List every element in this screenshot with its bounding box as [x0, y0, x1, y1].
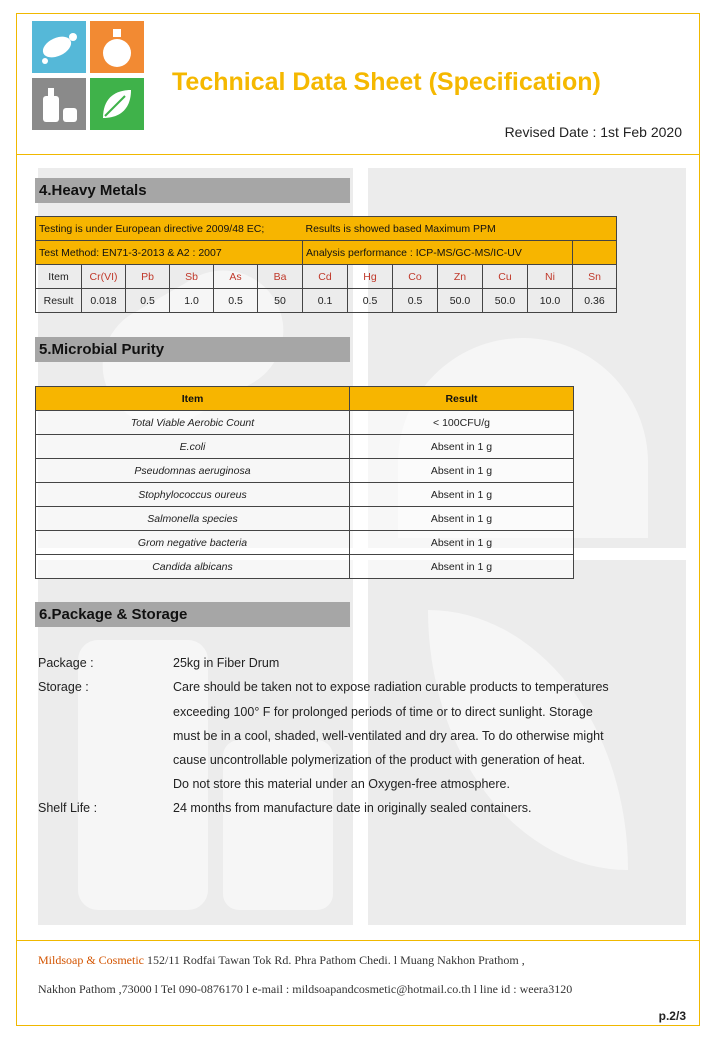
leaf-icon	[90, 78, 144, 130]
element-result: 0.5	[348, 289, 393, 313]
microbe-result: Absent in 1 g	[350, 483, 574, 507]
storage-line: Care should be taken not to expose radiation curable products to temperatures	[173, 680, 609, 694]
element-header: Co	[393, 265, 438, 289]
microbe-name: Grom negative bacteria	[36, 531, 350, 555]
package-label: Package :	[38, 656, 94, 670]
microbe-name: Stophylococcus oureus	[36, 483, 350, 507]
microbe-result: Absent in 1 g	[350, 507, 574, 531]
revised-date: Revised Date : 1st Feb 2020	[504, 124, 682, 140]
section-heading-package: 6.Package & Storage	[35, 602, 350, 627]
element-header: Pb	[126, 265, 170, 289]
element-header: Hg	[348, 265, 393, 289]
footer-divider	[16, 940, 700, 941]
element-header: Cr(VI)	[82, 265, 126, 289]
soap-icon	[32, 21, 86, 73]
microbe-result: Absent in 1 g	[350, 459, 574, 483]
footer-address-line-1	[38, 953, 525, 968]
shelf-life-label: Shelf Life :	[38, 801, 98, 815]
element-result: 0.1	[303, 289, 348, 313]
storage-line: must be in a cool, shaded, well-ventilated and dry area. To do otherwise might	[173, 729, 604, 743]
address-text: 152/11 Rodfai Tawan Tok Rd. Phra Pathom Chedi. l Muang Nakhon Prathom ,	[144, 953, 525, 967]
element-result: 0.5	[126, 289, 170, 313]
element-result: 0.5	[393, 289, 438, 313]
test-directive: Testing is under European directive 2009/48 EC;	[36, 217, 303, 241]
microbe-name: Candida albicans	[36, 555, 350, 579]
header-divider	[16, 154, 700, 155]
company-logo	[32, 21, 144, 130]
element-header: Ni	[528, 265, 573, 289]
spray-bottle-icon	[90, 21, 144, 73]
microbe-name: E.coli	[36, 435, 350, 459]
test-method: Test Method: EN71-3-2013 & A2 : 2007	[36, 241, 303, 265]
microbial-table	[35, 386, 574, 579]
element-header: As	[214, 265, 258, 289]
element-result: 50.0	[438, 289, 483, 313]
company-name: Mildsoap & Cosmetic	[38, 953, 144, 967]
microbe-name: Total Viable Aerobic Count	[36, 411, 350, 435]
element-result: 0.018	[82, 289, 126, 313]
analysis-performance: Analysis performance : ICP-MS/GC-MS/IC-UV	[303, 241, 573, 265]
document-title: Technical Data Sheet (Specification)	[172, 68, 601, 96]
shelf-life-value: 24 months from manufacture date in originally sealed containers.	[173, 801, 532, 815]
cosmetic-bottles-icon	[32, 78, 86, 130]
package-value: 25kg in Fiber Drum	[173, 656, 280, 670]
element-header: Sb	[170, 265, 214, 289]
column-header-item: Item	[36, 387, 350, 411]
item-label: Item	[36, 265, 82, 289]
element-result: 0.36	[573, 289, 617, 313]
storage-label: Storage :	[38, 680, 89, 694]
element-header: Cd	[303, 265, 348, 289]
microbe-result: Absent in 1 g	[350, 531, 574, 555]
element-result: 50.0	[483, 289, 528, 313]
section-heading-microbial: 5.Microbial Purity	[35, 337, 350, 362]
result-label: Result	[36, 289, 82, 313]
heavy-metals-table	[35, 216, 617, 313]
section-heading-heavy-metals: 4.Heavy Metals	[35, 178, 350, 203]
microbe-name: Salmonella species	[36, 507, 350, 531]
footer-address-line-2: Nakhon Pathom ,73000 l Tel 090-0876170 l e-mail : mildsoapandcosmetic@hotmail.co.th l line id : weera3120	[38, 982, 573, 996]
element-result: 1.0	[170, 289, 214, 313]
element-result: 0.5	[214, 289, 258, 313]
results-basis: Results is showed based Maximum PPM	[303, 217, 617, 241]
storage-line: exceeding 100° F for prolonged periods of time or to direct sunlight. Storage	[173, 705, 593, 719]
microbe-result: Absent in 1 g	[350, 555, 574, 579]
element-result: 10.0	[528, 289, 573, 313]
microbe-name: Pseudomnas aeruginosa	[36, 459, 350, 483]
element-header: Ba	[258, 265, 303, 289]
empty-cell	[573, 241, 617, 265]
microbe-result: < 100CFU/g	[350, 411, 574, 435]
page-number: p.2/3	[658, 1009, 686, 1023]
storage-line: cause uncontrollable polymerization of the product with generation of heat.	[173, 753, 586, 767]
element-header: Cu	[483, 265, 528, 289]
element-result: 50	[258, 289, 303, 313]
column-header-result: Result	[350, 387, 574, 411]
microbe-result: Absent in 1 g	[350, 435, 574, 459]
storage-line: Do not store this material under an Oxygen-free atmosphere.	[173, 777, 510, 791]
element-header: Zn	[438, 265, 483, 289]
element-header: Sn	[573, 265, 617, 289]
